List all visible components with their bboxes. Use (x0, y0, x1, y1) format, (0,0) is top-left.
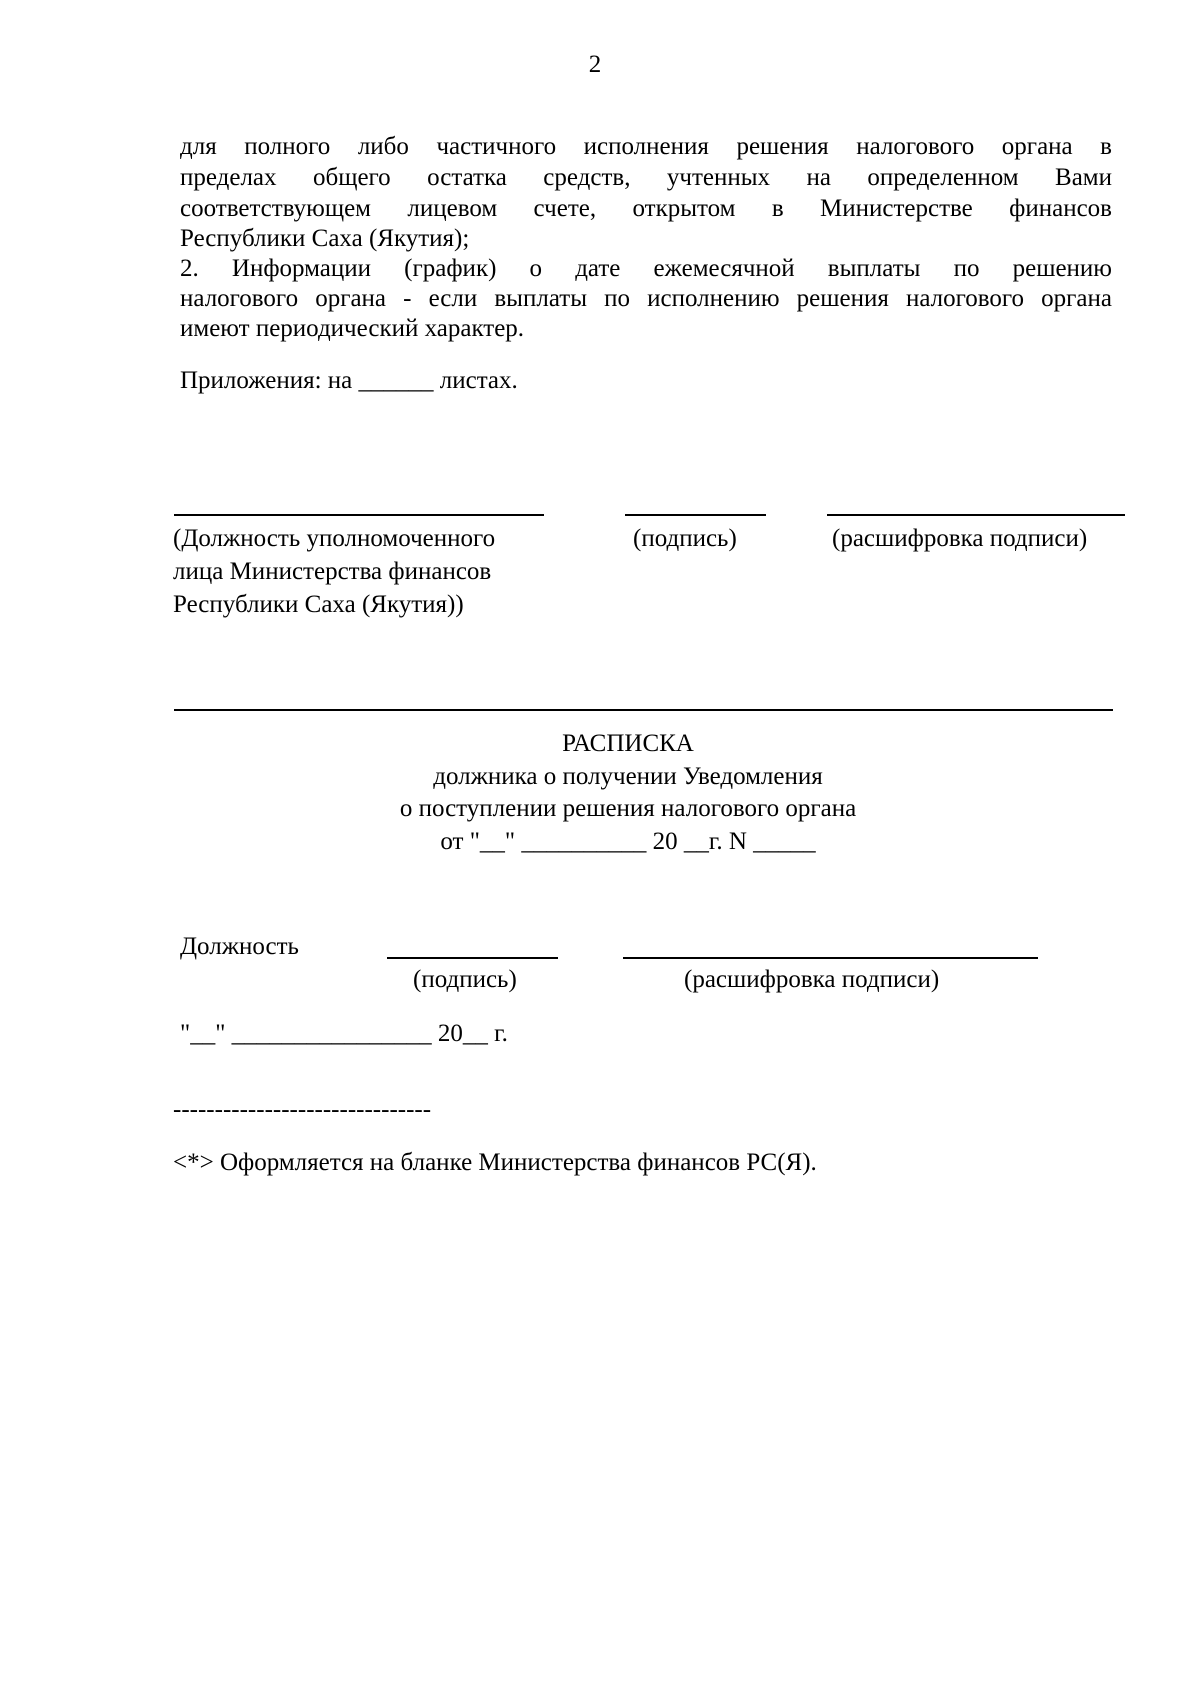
page-number: 2 (588, 51, 602, 78)
body-line-1: для полного либо частичного исполнения решения налогового органа в (180, 133, 1112, 160)
official-signature-label: (подпись) (633, 525, 737, 552)
section-separator (174, 709, 1113, 711)
receipt-signature-label: (подпись) (413, 966, 517, 993)
attachments-line: Приложения: на ______ листах. (180, 367, 518, 394)
body-line-4: Республики Саха (Якутия); (180, 225, 470, 252)
official-position-label: (Должность уполномоченного лица Министерства финансов Республики Саха (Якутия)) (173, 525, 496, 618)
receipt-decryption-line (623, 957, 1038, 959)
decryption-signature-line (827, 514, 1125, 516)
receipt-position-label: Должность (180, 933, 299, 960)
body-line-7: имеют периодический характер. (180, 315, 525, 342)
footnote-separator: ------------------------------- (173, 1096, 432, 1123)
receipt-subtitle-3: от "__" __________ 20 __г. N _____ (440, 828, 816, 855)
body-line-6: налогового органа - если выплаты по исполнению решения налогового органа (180, 285, 1112, 312)
footnote-text: <*> Оформляется на бланке Министерства финансов РС(Я). (173, 1149, 817, 1176)
body-line-5: 2. Информации (график) о дате ежемесячной выплаты по решению (180, 255, 1112, 282)
position-signature-line (174, 514, 544, 516)
receipt-title: РАСПИСКА (562, 730, 694, 757)
official-decryption-label: (расшифровка подписи) (832, 525, 1088, 552)
receipt-subtitle-1: должника о получении Уведомления (433, 763, 823, 790)
receipt-signature-line (387, 957, 558, 959)
body-line-3: соответствующем лицевом счете, открытом в Министерстве финансов (180, 195, 1112, 222)
receipt-decryption-label: (расшифровка подписи) (684, 966, 940, 993)
body-line-2: пределах общего остатка средств, учтенных на определенном Вами (180, 164, 1112, 191)
signature-line (625, 514, 766, 516)
receipt-date-line: "__" ________________ 20__ г. (180, 1020, 508, 1047)
receipt-subtitle-2: о поступлении решения налогового органа (399, 795, 857, 822)
